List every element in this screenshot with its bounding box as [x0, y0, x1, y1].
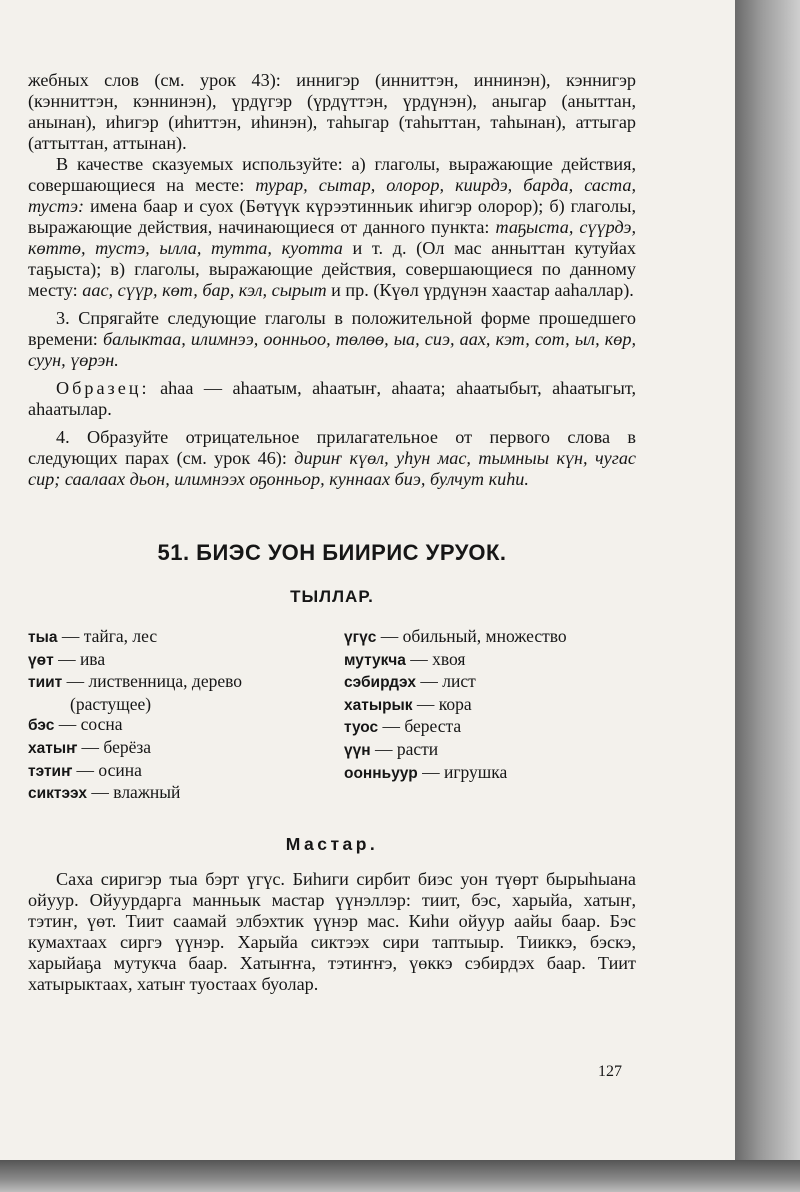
vocab-item: хатыҥ — берёза — [28, 736, 152, 757]
exercise-3 — [28, 308, 636, 371]
italic-run: турар, сытар, олорор, киирдэ, барда, саста, тустэ: — [28, 175, 636, 216]
text-run: 4. Образуйте отрицательное прилагательное от первого слова в следующих парах (см. урок 46): — [28, 427, 636, 468]
vocab-item-continuation: (растущее) — [70, 693, 152, 714]
vocab-item: сэбирдэх — лист — [344, 671, 476, 692]
text-run: В качестве сказуемых используйте: а) глаголы, выражающие действия, совершающиеся на месте: — [28, 154, 636, 195]
italic-run: балыктаа, илимнээ, оонньоо, төлөө, ыа, сиэ, аах, кэт, сот, ыл, көр, суун, үөрэн. — [28, 329, 636, 370]
example-paragraph — [28, 378, 636, 420]
vocab-item: мутукча — хвоя — [344, 648, 466, 669]
reading-title: Мастар. — [285, 833, 379, 854]
text-run: и т. д. (Ол мас анныттан кутуйах таҕыста); в) глаголы, выражающие действия, совершающиеся по данному месту: — [28, 238, 636, 300]
paragraph-word-list: жебных слов (см. урок 43): иннигэр (инниттэн, иннинэн), кэннигэр (кэнниттэн, кэннинэн), үрдүгэр (үрдүттэн, үрдүнэн), аныгар (аныттан, анынан), иhигэр (иhиттэн, иhинэн), таhыгар (таhыттан, таhынан), аттыгар (аттыттан, аттынан). — [28, 70, 636, 153]
italic-run: дириҥ күөл, уhун мас, тымныы күн, чугас сир; саалаах дьон, илимнээх оҕонньор, куннаах биэ, булчут киhи. — [28, 448, 636, 489]
page-number: 127 — [598, 1063, 622, 1080]
text-run: и пр. (Күөл үрдүнэн хаастар ааhаллар). — [326, 280, 634, 300]
page-content — [28, 70, 636, 995]
vocab-item: үгүс — обильный, множество — [344, 626, 567, 646]
vocabulary-column-left — [28, 626, 344, 805]
vocab-item: тэтиҥ — осина — [28, 759, 142, 780]
vocab-item: үөт — ива — [28, 648, 106, 669]
vocab-item: сиктээх — влажный — [28, 782, 181, 803]
italic-run: таҕыста, сүүрдэ, көттө, тустэ, ылла, тутта, куотта — [28, 217, 637, 258]
vocab-item: хатырык — кора — [344, 693, 472, 714]
vocab-item: туос — береста — [344, 716, 462, 737]
vocabulary-title: ТЫЛЛАР. — [290, 587, 374, 606]
text-run: аhаа — аhаатым, аhаатыҥ, аhаата; аhаатыбыт, аhаатыгыт, аhаатылар. — [28, 378, 636, 419]
text-run: 3. Спрягайте следующие глаголы в положительной форме прошедшего времени: — [28, 308, 636, 349]
italic-run: аас, сүүр, көт, бар, кэл, сырыт — [82, 280, 327, 300]
vocabulary-list — [28, 626, 636, 805]
reading-text: Саха сиригэр тыа бэрт үгүс. Биhиги сирбит биэс уон түөрт бырыhыана ойуур. Ойуурдарга манньык мастар үүнэллэр: тиит, бэс, харыйа, хатыҥ, тэтиҥ, үөт. Тиит саамай элбэхтик үүнэр мас. Киhи ойуур аайы баар. Бэс кумахтаах сиргэ үүнэр. Харыйа сиктээх сири таптыыр. Тииккэ, бэскэ, харыйаҕа мутукча баар. Хатыҥҥа, тэтиҥҥэ, үөккэ сэбирдэх баар. Тиит хатырыктаах, хатыҥ туостаах буолар. — [28, 868, 636, 994]
lesson-title: 51. БИЭС УОН БИИРИС УРУОК. — [157, 540, 507, 565]
vocab-item: бэс — сосна — [28, 714, 123, 735]
vocab-item: үүн — расти — [344, 738, 439, 759]
vocabulary-column-right — [344, 626, 636, 805]
vocab-item: тиит — лиственница, дерево — [28, 671, 243, 692]
exercise-4 — [28, 427, 636, 490]
paragraph-predicates — [28, 154, 636, 301]
page-edge-shadow — [735, 0, 800, 1192]
text-run: имена баар и суох (Бөтүүк күрээтинньик иhигэр олорор); б) глаголы, выражающие действия, начинающиеся от данного пункта: — [28, 196, 636, 237]
vocab-item: тыа — тайга, лес — [28, 626, 158, 646]
vocab-item: оонньуур — игрушка — [344, 761, 508, 782]
page-bottom-shadow — [0, 1160, 800, 1192]
example-label: Образец: — [56, 378, 150, 398]
